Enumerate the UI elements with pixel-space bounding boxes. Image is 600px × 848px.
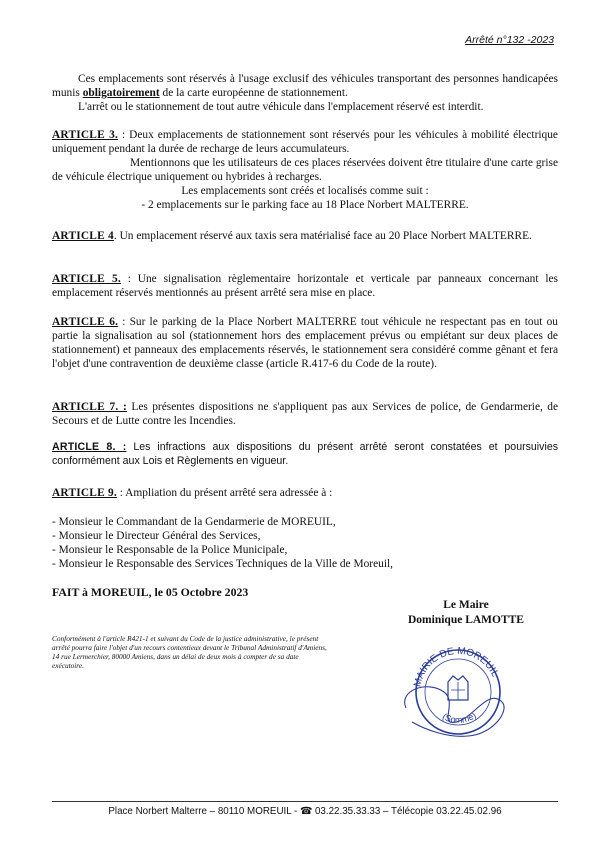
article-label: ARTICLE 3.: [52, 129, 119, 141]
article-sep: :: [118, 316, 130, 328]
footer-address: [52, 806, 558, 817]
footer-phone-text: 03.22.35.33.33 – Télécopie 03.22.45.02.96: [312, 806, 502, 817]
decree-reference: Arrêté n°132 -2023: [465, 34, 554, 46]
intro-text-end: de la carte européenne de stationnement.: [159, 87, 348, 99]
article-text: Ampliation du présent arrêté sera adressée à :: [125, 487, 333, 499]
article-label: ARTICLE 9.: [52, 487, 117, 499]
article-7: [52, 400, 558, 428]
article-label: ARTICLE 5.: [52, 273, 121, 285]
list-item: - Monsieur le Responsable des Services Techniques de la Ville de Moreuil,: [52, 558, 393, 570]
article-text: Deux emplacements de stationnement sont réservés pour les véhicules à mobilité électrique uniquement pendant la durée de recharge de leurs accumulateurs.: [52, 129, 558, 155]
signatory-title: Le Maire: [443, 599, 489, 611]
article-3-mention: Mentionnons que les utilisateurs de ces places réservées doivent être titulaire d'une carte grise de véhicule électrique uniquement ou hybrides à recharges.: [52, 157, 558, 183]
article-8: [52, 440, 558, 468]
article-text: Sur le parking de la Place Norbert MALTERRE tout véhicule ne respectant pas en tout ou partie la signalisation au sol (stationnement hors des emplacement prévus ou empiétant sur deux places de stationnement) et panneaux des emplacements réservés, le stationnement sera considéré comme gênant et fera l'objet d'une contravention de deuxième classe (article R.417-6 du Code de la route).: [52, 316, 558, 370]
article-9: [52, 486, 558, 500]
handwritten-signature: [405, 687, 504, 737]
article-label: ARTICLE 4: [52, 230, 114, 242]
article-5: [52, 272, 558, 300]
article-label: ARTICLE 7. :: [52, 401, 128, 413]
article-text: Les présentes dispositions ne s'appliquent pas aux Services de police, de Gendarmerie, de Secours et de Lutte contre les Incendies.: [52, 401, 559, 427]
legal-notice: Conformément à l'article R421-1 et suivant du Code de la justice administrative, le présent arrêté pourra faire l'objet d'un recours contentieux devant le Tribunal Administratif d'Amiens, 14 rue Lermerchier, 80000 Amiens, dans un délai de deux mois à compter de sa date exécutoire.: [52, 634, 327, 670]
article-sep: :: [116, 487, 126, 499]
article-3-location: - 2 emplacements sur le parking face au 18 Place Norbert MALTERRE.: [141, 199, 469, 211]
article-text: Un emplacement réservé aux taxis sera matérialisé face au 20 Place Norbert MALTERRE.: [119, 230, 532, 242]
article-4: [52, 229, 558, 243]
list-item: - Monsieur le Commandant de la Gendarmerie de MOREUIL,: [52, 516, 336, 528]
article-sep: :: [118, 129, 130, 141]
list-item: - Monsieur le Directeur Général des Services,: [52, 530, 261, 542]
footer-address-text: Place Norbert Malterre – 80110 MOREUIL -: [108, 806, 301, 817]
footer-divider: [52, 801, 558, 802]
intro-text: Ces emplacements sont réservés à l'usage exclusif des véhicules transportant des personnes handicapées munis: [52, 73, 558, 99]
stamp-top-text: MAIRIE DE MOREUIL: [412, 645, 501, 688]
intro-prohibition: L'arrêt ou le stationnement de tout autre véhicule dans l'emplacement réservé est interdit.: [78, 101, 484, 113]
intro-block: [52, 72, 558, 114]
article-sep: .: [113, 230, 120, 242]
article-3: [52, 128, 558, 212]
stamp-bottom-text: (Somme): [440, 710, 478, 725]
recipients-list: [52, 515, 558, 571]
article-text: Une signalisation règlementaire horizontale et verticale par panneaux concernant les emplacement réservés mentionnés au présent arrêté sera mise en place.: [52, 273, 558, 299]
done-at-line: FAIT à MOREUIL, le 05 Octobre 2023: [52, 585, 249, 599]
article-label: ARTICLE 8. :: [52, 441, 127, 453]
intro-emphasis: obligatoirement: [82, 87, 160, 99]
article-3-locations-intro: Les emplacements sont créés et localisés comme suit :: [181, 185, 429, 197]
article-6: [52, 315, 558, 371]
signature-block: [408, 598, 524, 628]
article-text: Les infractions aux dispositions du présent arrêté seront constatées et poursuivies conformément aux Lois et Règlements en vigueur.: [52, 441, 559, 467]
phone-icon: ☎: [300, 806, 313, 817]
article-label: ARTICLE 6.: [52, 316, 119, 328]
signatory-name: Dominique LAMOTTE: [408, 614, 524, 626]
intro-paragraph: [52, 72, 558, 100]
town-hall-stamp: [398, 630, 516, 748]
article-sep: :: [120, 273, 138, 285]
list-item: - Monsieur le Responsable de la Police Municipale,: [52, 544, 288, 556]
